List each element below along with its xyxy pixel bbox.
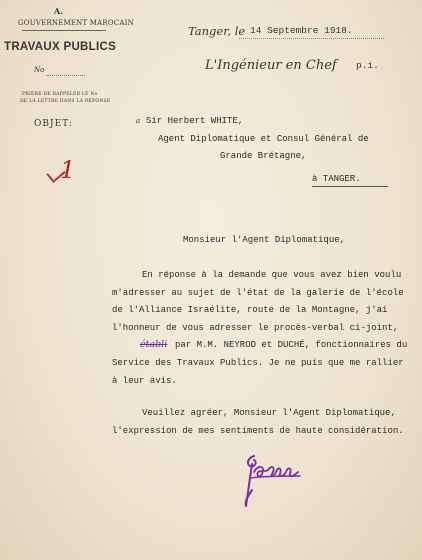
body-line: m'adresser au sujet de l'état de la galerie de l'école [112, 288, 404, 298]
handwritten-signature [240, 450, 302, 510]
body-line: de l'Alliance Israélite, route de la Montagne, j'ai [112, 305, 388, 315]
letterhead-reminder-1: PRIÈRE DE RAPPELER LE No [22, 92, 98, 97]
body-line: Service des Travaux Publics. Je ne puis que me rallier [112, 358, 404, 368]
body-line: à leur avis. [112, 376, 177, 386]
recipient-line-2: Agent Diplomatique et Consul Général de [158, 134, 369, 144]
letterhead-government: GOUVERNEMENT MAROCAIN [18, 19, 134, 27]
letterhead-number-label: No [34, 66, 45, 74]
dateline-date: 14 Septembre 1918. [250, 25, 353, 36]
sender-title: L'Ingénieur en Chef [205, 58, 337, 73]
letterhead-department: TRAVAUX PUBLICS [4, 41, 117, 53]
letterhead-letter: A. [54, 6, 63, 16]
recipient-line-3: Grande Brétagne, [220, 151, 307, 161]
recipient-city-underline [312, 186, 388, 187]
red-margin-mark: 1 [60, 156, 76, 184]
letterhead-number-line [47, 75, 85, 76]
handwritten-correction: établi [140, 339, 168, 350]
salutation: Monsieur l'Agent Diplomatique, [183, 235, 346, 245]
closing-line: Veuillez agréer, Monsieur l'Agent Diplomatique, [142, 408, 396, 418]
sender-suffix: p.i. [356, 60, 379, 71]
letterhead-object-label: OBJET: [34, 119, 73, 129]
dateline-dotted-line [239, 38, 384, 39]
dateline-place: Tanger, le [188, 24, 246, 38]
recipient-city: à TANGER. [312, 174, 361, 184]
closing-line: l'expression de mes sentiments de haute considération. [112, 426, 404, 436]
letterhead-reminder-2: DE LA LETTRE DANS LA RÉPONSE [20, 99, 111, 104]
body-line: l'honneur de vous adresser le procès-verbal ci-joint, [112, 323, 399, 333]
body-line: par M.M. NEYROD et DUCHÉ, fonctionnaires du [175, 340, 408, 350]
recipient-prefix: a [136, 117, 141, 125]
letterhead-divider [22, 30, 106, 31]
body-line: En réponse à la demande que vous avez bien voulu [142, 270, 402, 280]
recipient-name: Sir Herbert WHITE, [146, 116, 244, 126]
